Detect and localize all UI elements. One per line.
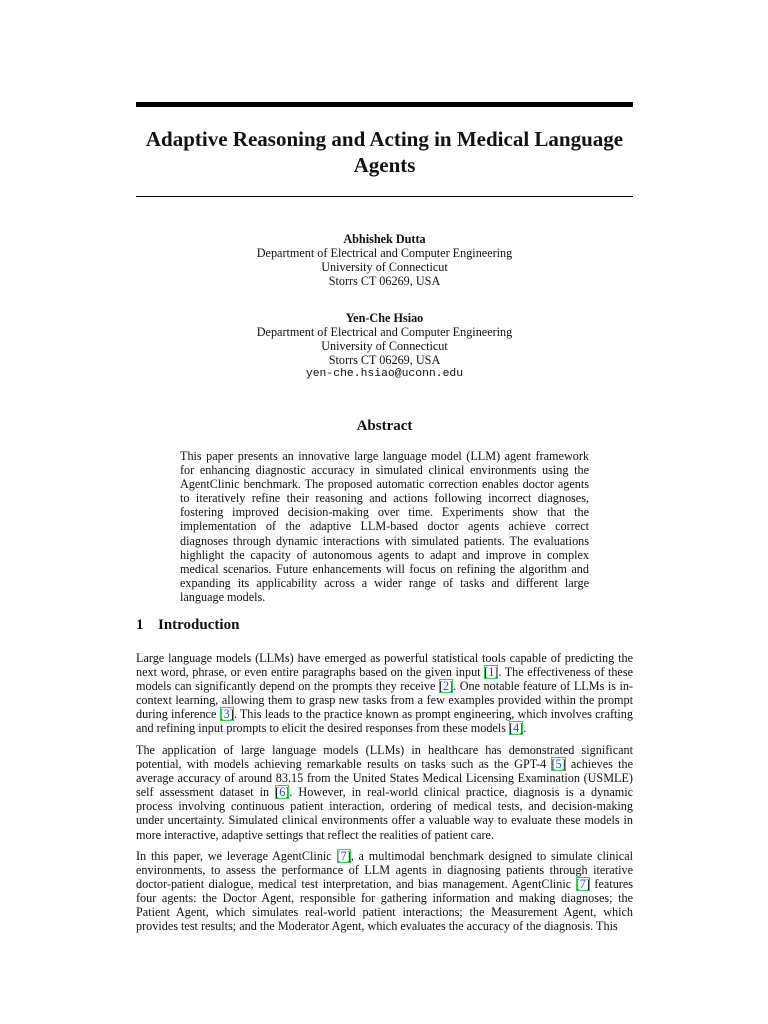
- author-name: Abhishek Dutta: [343, 232, 426, 246]
- citation-link[interactable]: [ 3 ]: [220, 707, 234, 721]
- paragraph-text: . The effectiveness of these models can significantly depend on the prompts they receive: [136, 665, 633, 694]
- paragraph-text: . However, in real-world clinical practice, diagnosis is a dynamic process involving continuous patient interaction, ordering of medical tests, and decision-making under uncertainty. Simulated clinical environments offer a valuable way to evaluate these models in more interactive, adaptive settings that reflect the realities of patient care.: [136, 785, 634, 842]
- citation-link[interactable]: [ 2 ]: [439, 679, 453, 693]
- author-address: Storrs CT 06269, USA: [328, 274, 441, 288]
- paragraph-text: Large language models (LLMs) have emerged as powerful statistical tools capable of predicting the next word, phrase, or even entire paragraphs based on the given input: [136, 651, 633, 680]
- author-address: Storrs CT 06269, USA: [328, 353, 441, 367]
- paragraph-text: . One notable feature of LLMs is in-context learning, allowing them to grasp new tasks from a few examples provided within the prompt during inference: [136, 679, 634, 722]
- abstract-heading: Abstract: [356, 418, 413, 434]
- paragraph-text: . This leads to the practice known as prompt engineering, which involves crafting and refining input prompts to elicit the desired responses from these models: [136, 707, 633, 736]
- paragraph-text: .: [523, 721, 527, 736]
- citation-link[interactable]: [ 4 ]: [509, 721, 523, 735]
- citation-link[interactable]: [ 7 ]: [576, 877, 590, 891]
- paper-title: Adaptive Reasoning and Acting in Medical Language Agents: [145, 127, 624, 177]
- title-top-rule: [136, 102, 633, 107]
- citation-link[interactable]: [ 6 ]: [275, 785, 289, 799]
- paragraph-text: The application of large language models (LLMs) in healthcare has demonstrated significant potential, with models achieving remarkable results on tasks such as the GPT-4: [136, 743, 633, 772]
- author-name: Yen-Che Hsiao: [345, 311, 424, 325]
- author-block-2: [136, 311, 633, 381]
- citation-link[interactable]: [ 7 ]: [337, 849, 351, 863]
- paragraph-text: achieves the average accuracy of around 83.15 from the United States Medical Licensing Examination (USMLE) self assessment dataset in: [136, 757, 633, 800]
- section-number: 1: [136, 617, 144, 633]
- title-bottom-rule: [136, 196, 633, 197]
- intro-paragraph-1: [136, 651, 633, 736]
- author-university: University of Connecticut: [321, 260, 448, 274]
- author-department: Department of Electrical and Computer Engineering: [256, 325, 513, 339]
- section-title: Introduction: [158, 617, 240, 633]
- abstract-text: This paper presents an innovative large language model (LLM) agent framework for enhancing diagnostic accuracy in simulated clinical environments using the AgentClinic benchmark. The proposed automatic correction enables doctor agents to iteratively refine their reasoning and actions following incorrect diagnoses, fostering improved decision-making over time. Experiments show that the implementation of the adaptive LLM-based doctor agents achieve correct diagnoses through dynamic interactions with simulated patients. The evaluations highlight the capacity of autonomous agents to adapt and improve in complex medical scenarios. Future enhancements will focus on refining the algorithm and expanding its applicability across a wider range of tasks and different large language models.: [180, 449, 589, 604]
- citation-link[interactable]: [ 1 ]: [484, 665, 498, 679]
- paragraph-text: In this paper, we leverage AgentClinic: [136, 849, 337, 863]
- intro-paragraph-3: [136, 849, 633, 934]
- author-university: University of Connecticut: [321, 339, 448, 353]
- section-heading-introduction: [136, 617, 239, 634]
- author-email[interactable]: yen-che.hsiao@uconn.edu: [305, 368, 464, 380]
- citation-link[interactable]: [ 5 ]: [551, 757, 565, 771]
- paragraph-text: features four agents: the Doctor Agent, responsible for gathering information and making diagnoses; the Patient Agent, which simulates real-world patient interactions; the Measurement Agent, which provides test results; and the Moderator Agent, which evaluates the accuracy of the diagnosis. This: [136, 877, 634, 934]
- paragraph-text: , a multimodal benchmark designed to simulate clinical environments, to assess the performance of LLM agents in diagnosing patients through iterative doctor-patient dialogue, medical test interpretation, and bias management. AgentClinic: [136, 849, 633, 892]
- author-department: Department of Electrical and Computer Engineering: [256, 246, 513, 260]
- author-block-1: [136, 232, 633, 288]
- intro-paragraph-2: [136, 743, 633, 842]
